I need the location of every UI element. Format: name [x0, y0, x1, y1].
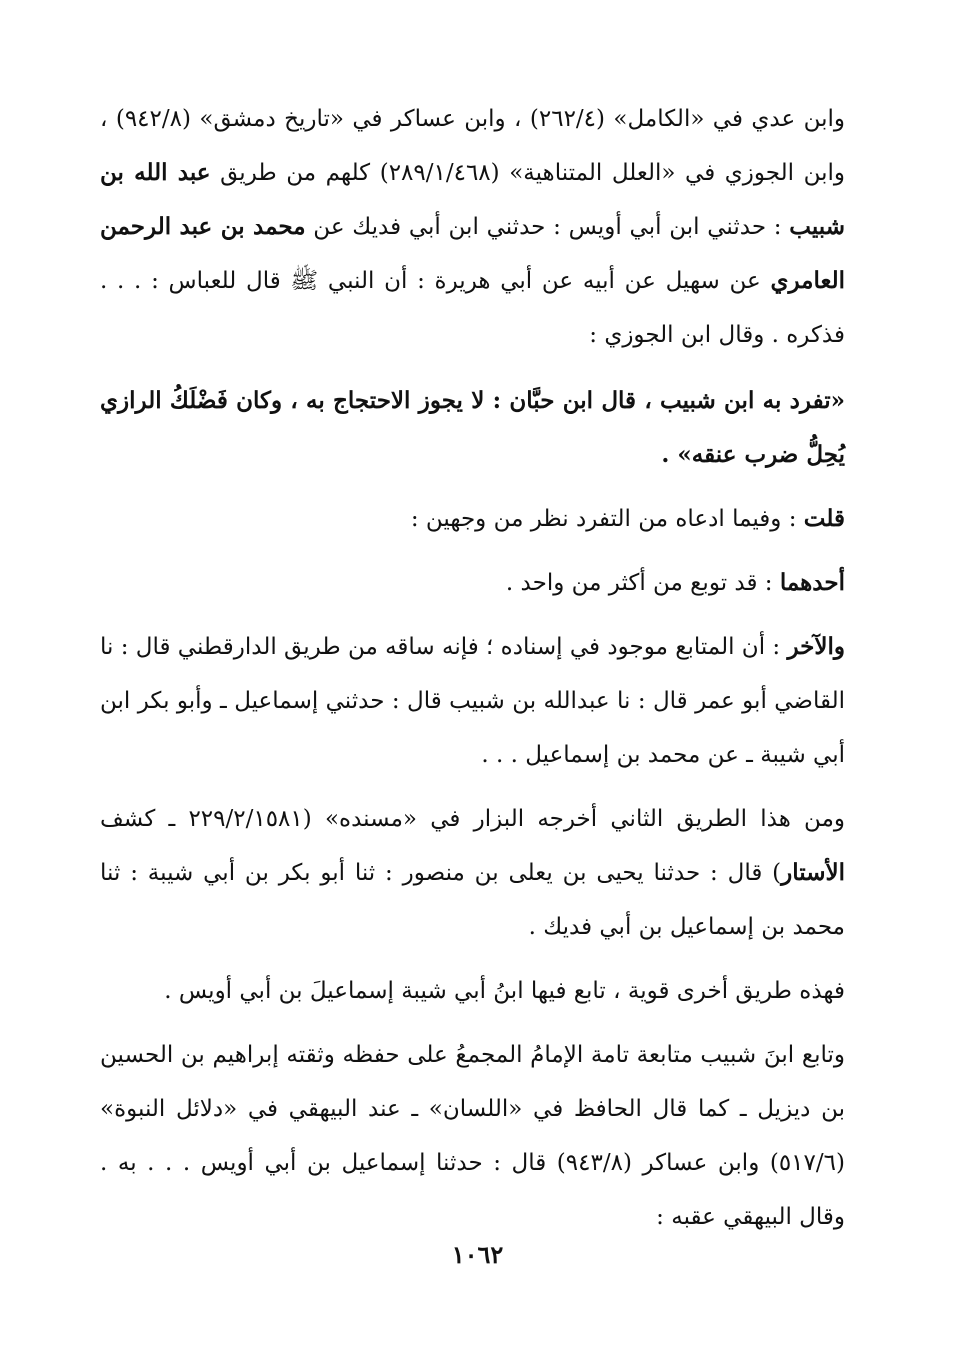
- paragraph-p1: [100, 92, 845, 362]
- bold-text-segment: محمد بن عبد الرحمن العامري: [100, 213, 845, 294]
- text-segment: ومن هذا الطريق الثاني أخرجه البزار في «مسنده» (٢٢٩/٢/١٥٨١ ـ كشف: [100, 806, 845, 832]
- text-segment: فهذه طريق أخرى قوية ، تابع فيها ابنُ أبي شيبة إسماعيلَ بن أبي أويس .: [164, 978, 845, 1004]
- bold-text-segment: أحدهما: [779, 569, 845, 596]
- bold-text-segment: الأستار: [781, 859, 845, 886]
- paragraph-p3: [100, 492, 845, 546]
- bold-text-segment: عبد الله بن شبيب: [100, 159, 845, 240]
- text-segment: ) قال : حدثنا يحيى بن يعلى بن منصور : ثنا أبو بكر بن أبي شيبة : ثنا محمد بن إسماعيل بن أبي فديك .: [100, 860, 845, 940]
- paragraph-p8: [100, 1028, 845, 1244]
- bold-text-segment: قلت: [803, 505, 845, 532]
- text-segment: : وفيما ادعاه من التفرد نظر من وجهين :: [410, 506, 804, 532]
- text-segment: وتابع ابنَ شبيب متابعة تامة الإمامُ المجمعُ على حفظه وثقته إبراهيم بن الحسين بن ديزيل ـ كما قال الحافظ في «اللسان» ـ عند البيهقي في «دلائل النبوة» (٥١٧/٦) وابن عساكر (٩٤٣/٨) قال : حدثنا إسماعيل بن أبي أويس . . . به . وقال البيهقي عقبه :: [100, 1042, 845, 1230]
- bold-text-segment: والآخر: [787, 633, 845, 660]
- text-segment: وابن عدي في «الكامل» (٢٦٢/٤) ، وابن عساكر في «تاريخ دمشق» (٩٤٢/٨) ، وابن الجوزي في «العلل المتناهية» (٢٨٩/١/٤٦٨) كلهم من طريق: [100, 106, 845, 186]
- paragraph-p4: [100, 556, 845, 610]
- paragraph-p2: [100, 374, 845, 482]
- page-number: ١٠٦٢: [451, 1240, 504, 1269]
- page-body-text: [100, 92, 845, 1244]
- paragraph-p7: [100, 964, 845, 1018]
- text-segment: عن سهيل عن أبيه عن أبي هريرة : أن النبي ﷺ قال للعباس : . . . فذكره . وقال ابن الجوزي :: [100, 268, 845, 348]
- paragraph-p5: [100, 620, 845, 782]
- text-segment: : حدثني ابن أبي أويس : حدثني ابن أبي فديك عن: [305, 214, 790, 240]
- bold-text-segment: «تفرد به ابن شبيب ، قال ابن حبَّان : لا يجوز الاحتجاج به ، وكان فَضْلَكُ الرازي يُحِلُّ ضرب عنقه» .: [100, 387, 845, 468]
- text-segment: : قد توبع من أكثر من واحد .: [505, 570, 780, 596]
- text-segment: : أن المتابع موجود في إسناده ؛ فإنه ساقه من طريق الدارقطني قال : نا القاضي أبو عمر قال : نا عبدالله بن شبيب قال : حدثني إسماعيل ـ وأبو بكر ابن أبي شيبة ـ عن محمد بن إسماعيل . . .: [100, 634, 845, 768]
- paragraph-p6: [100, 792, 845, 954]
